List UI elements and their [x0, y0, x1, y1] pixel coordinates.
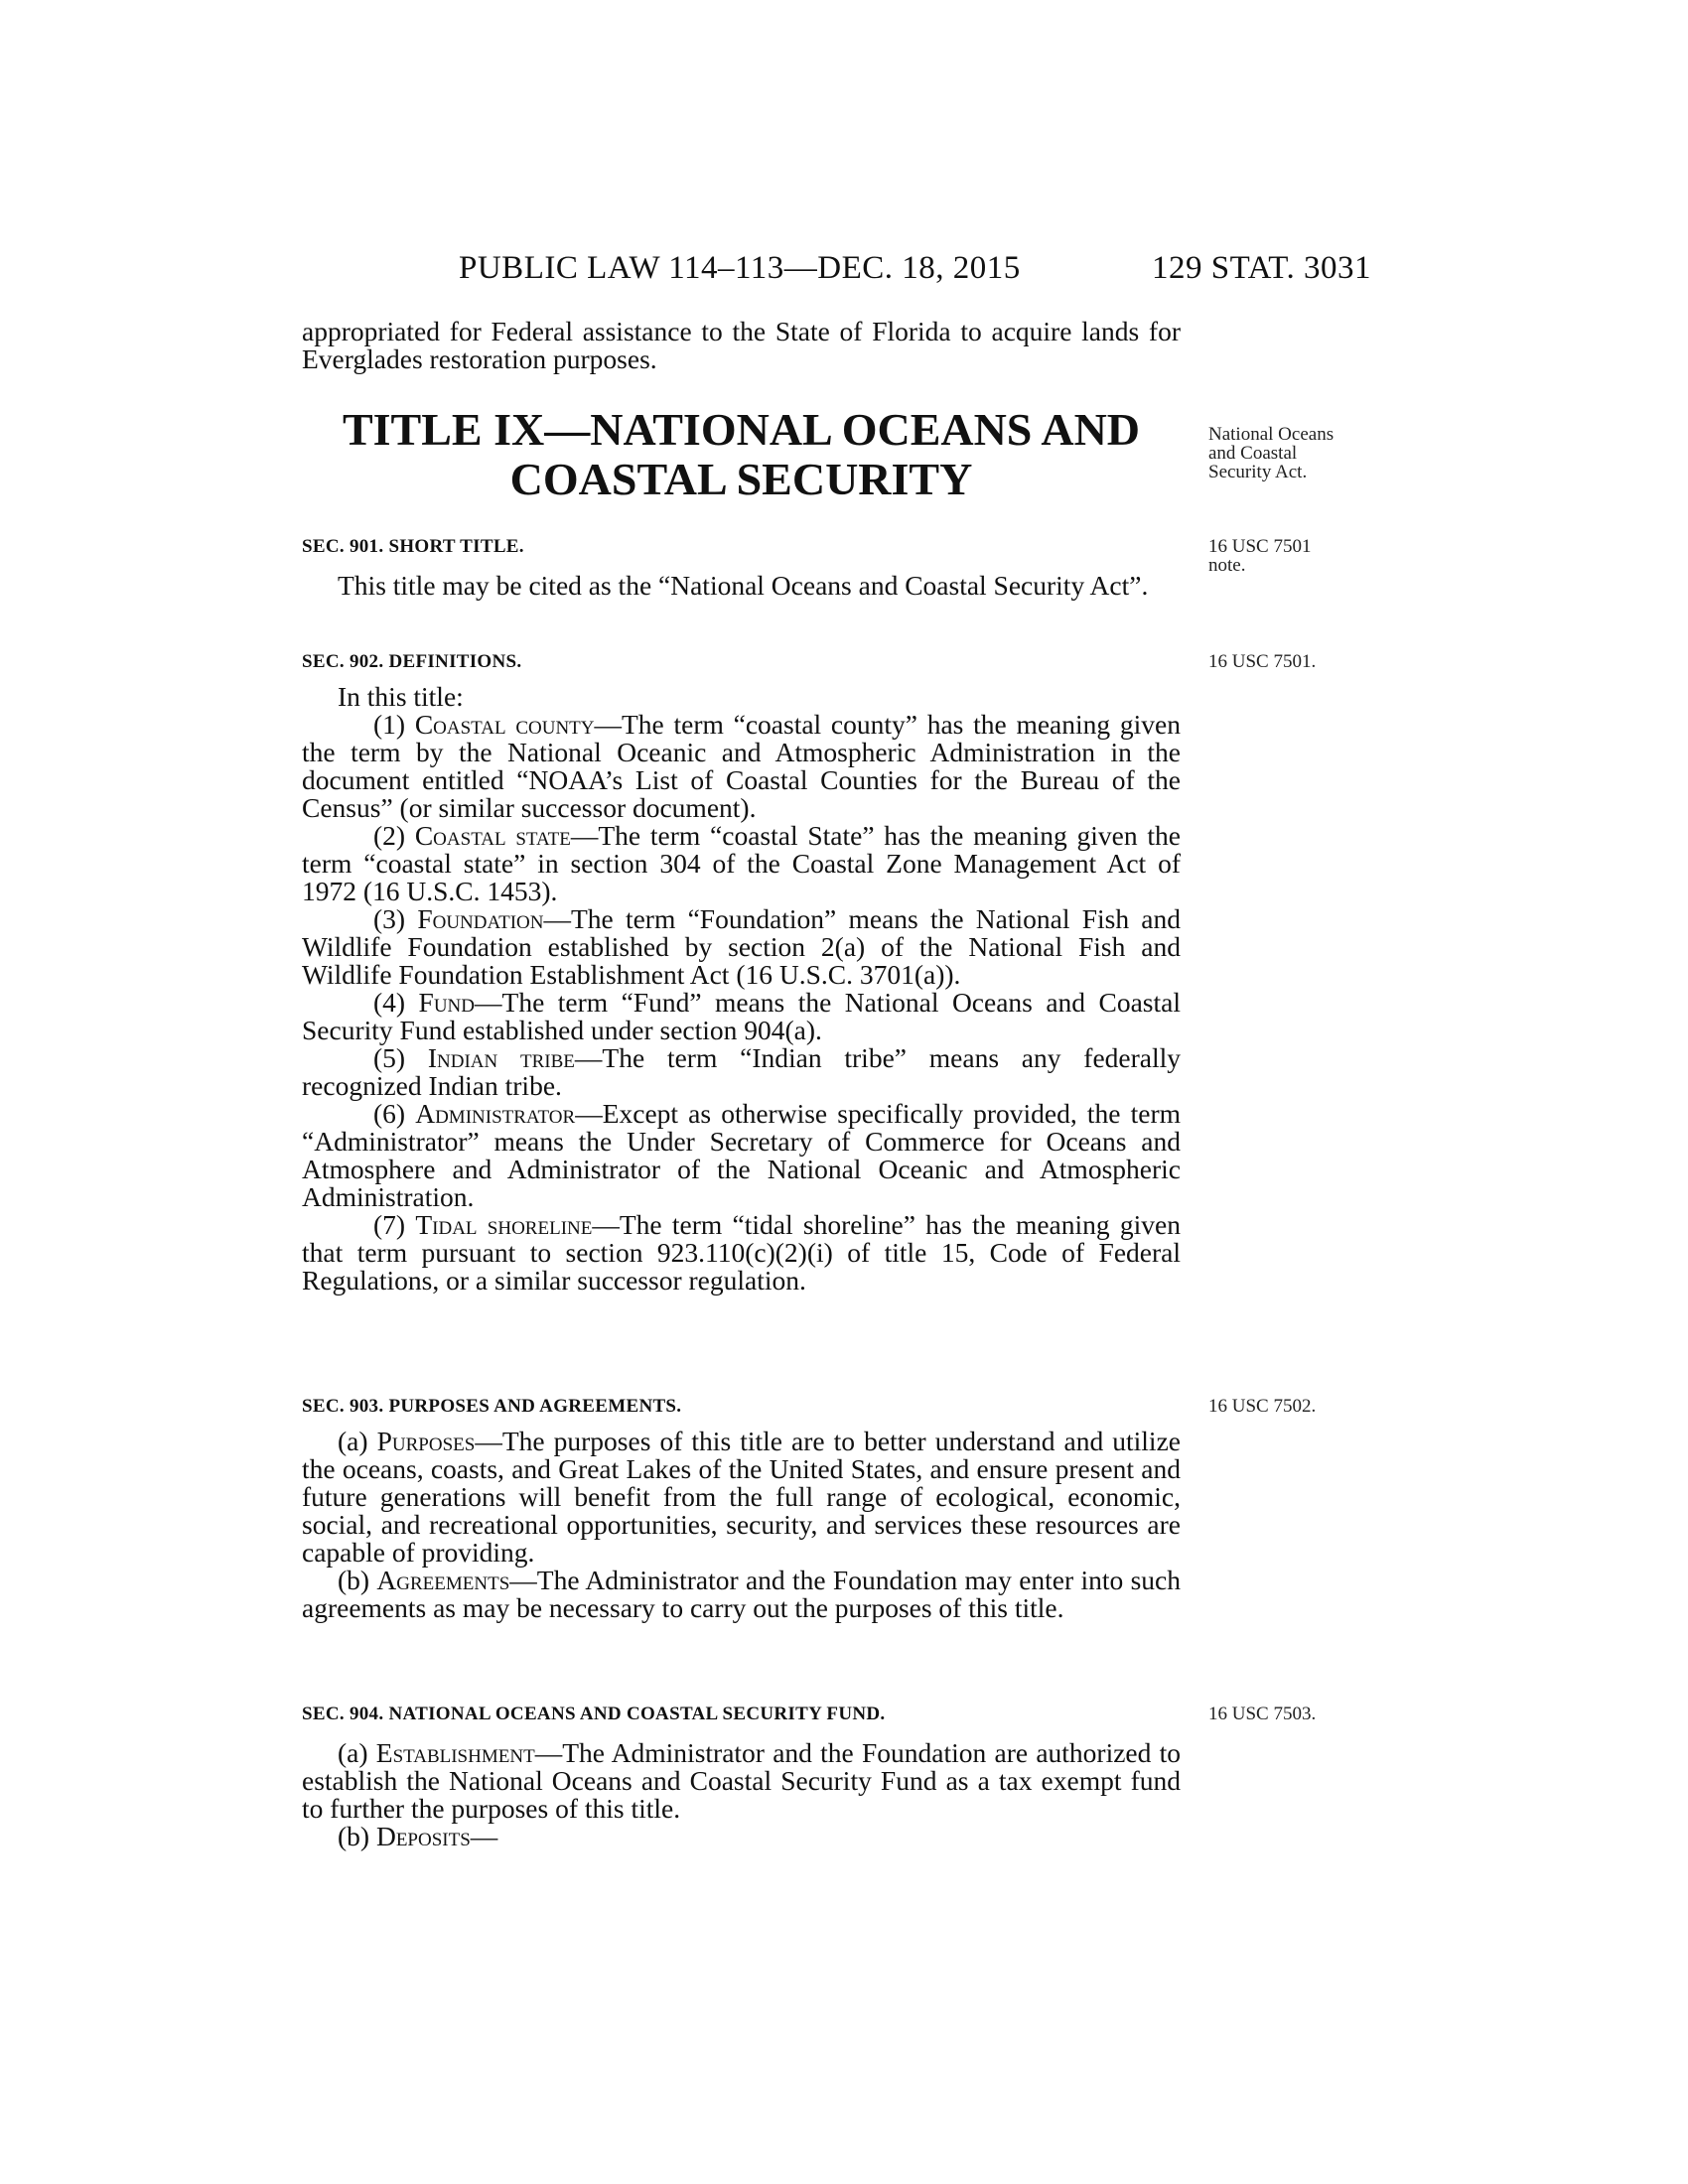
definition-item [302, 822, 1181, 905]
subsection-text: — [470, 1821, 498, 1851]
definition-item [302, 1211, 1181, 1295]
margin-note-line: National Oceans [1208, 424, 1335, 445]
sec-904-body [302, 1739, 1181, 1850]
margin-note-sec-903: 16 USC 7502. [1208, 1396, 1317, 1417]
definition-term: Fund [418, 987, 476, 1018]
margin-note-sec-902: 16 USC 7501. [1208, 651, 1317, 672]
sec-903-subsection-a [302, 1428, 1181, 1567]
intro-text: appropriated for Federal assistance to the State of Florida to acquire lands for Everglades restoration purposes. [302, 316, 1181, 374]
margin-note-title [1208, 425, 1334, 481]
margin-note-line: and Coastal [1208, 443, 1298, 464]
sec-902-heading: SEC. 902. DEFINITIONS. [302, 651, 522, 672]
sec-904-subsection-b [302, 1823, 1181, 1850]
definition-text: —The term “Fund” means the National Oceans and Coastal Security Fund established under section 904(a). [302, 987, 1181, 1045]
definition-term: Coastal county [414, 709, 595, 740]
definition-item [302, 711, 1181, 822]
definition-number: (2) [373, 820, 406, 851]
title-heading [302, 405, 1181, 504]
definition-number: (4) [373, 987, 406, 1018]
sec-903-body [302, 1428, 1181, 1622]
definition-item [302, 989, 1181, 1044]
definition-text: —Except as otherwise specifically provided, the term “Administrator” means the Under Secretary of Commerce for Oceans and Atmosphere and Administrator of the National Oceanic and Atmospheric Administration. [302, 1098, 1181, 1212]
definition-item [302, 1100, 1181, 1211]
definition-term: Administrator [415, 1098, 576, 1129]
sec-904-subsection-a [302, 1739, 1181, 1823]
subsection-text: —The Administrator and the Foundation may enter into such agreements as may be necessary to carry out the purposes of this title. [302, 1565, 1181, 1623]
subsection-text: —The purposes of this title are to better understand and utilize the oceans, coasts, and Great Lakes of the United States, and ensure present and future generations will benefit from the full range of ecological, economic, social, and recreational opportunities, security, and services these resources are capable of providing. [302, 1426, 1181, 1568]
definition-text: —The term “coastal county” has the meaning given the term by the National Oceanic and Atmospheric Administration in the document entitled “NOAA’s List of Coastal Counties for the Bureau of the Census” (or similar successor document). [302, 709, 1181, 823]
sec-904-heading: SEC. 904. NATIONAL OCEANS AND COASTAL SECURITY FUND. [302, 1704, 886, 1724]
intro-paragraph [302, 318, 1181, 373]
margin-note-sec-904: 16 USC 7503. [1208, 1704, 1317, 1724]
definition-text: —The term “Indian tribe” means any federally recognized Indian tribe. [302, 1042, 1182, 1101]
subsection-label: (a) [338, 1426, 368, 1456]
definition-number: (7) [373, 1209, 406, 1240]
sec-903-subsection-b [302, 1567, 1181, 1622]
definition-number: (1) [373, 709, 406, 740]
subsection-term: Deposits [375, 1821, 471, 1851]
definition-number: (6) [373, 1098, 406, 1129]
subsection-label: (a) [338, 1737, 368, 1768]
running-header-stat: 129 STAT. 3031 [1152, 250, 1372, 286]
title-line-2: COASTAL SECURITY [509, 454, 973, 504]
subsection-text: —The Administrator and the Foundation are authorized to establish the National Oceans and Coastal Security Fund as a tax exempt fund to further the purposes of this title. [302, 1737, 1182, 1824]
sec-901-heading: SEC. 901. SHORT TITLE. [302, 536, 524, 557]
margin-note-line: Security Act. [1208, 462, 1308, 482]
running-header-law: PUBLIC LAW 114–113—DEC. 18, 2015 [459, 250, 1021, 286]
definition-text: —The term “tidal shoreline” has the meaning given that term pursuant to section 923.110(c)(2)(i) of title 15, Code of Federal Regulations, or a similar successor regulation. [302, 1209, 1182, 1296]
definition-text: —The term “coastal State” has the meaning given the term “coastal state” in section 304 of the Coastal Zone Management Act of 1972 (16 U.S.C. 1453). [302, 820, 1181, 906]
subsection-term: Establishment [375, 1737, 535, 1768]
sec-902-body [302, 683, 1181, 1295]
subsection-term: Agreements [376, 1565, 510, 1595]
sec-902-lead: In this title: [338, 681, 464, 712]
definition-term: Foundation [417, 903, 544, 934]
margin-note-line: note. [1208, 555, 1246, 576]
definition-text: —The term “Foundation” means the National Fish and Wildlife Foundation established by section 2(a) of the National Fish and Wildlife Foundation Establishment Act (16 U.S.C. 3701(a)). [302, 903, 1182, 990]
definition-term: Coastal state [414, 820, 571, 851]
subsection-label: (b) [338, 1821, 370, 1851]
definition-number: (3) [373, 903, 406, 934]
definition-term: Tidal shoreline [415, 1209, 593, 1240]
sec-901-text: This title may be cited as the “National Oceans and Coastal Security Act”. [338, 570, 1149, 601]
definition-item [302, 905, 1181, 989]
definition-number: (5) [373, 1042, 406, 1073]
subsection-label: (b) [338, 1565, 370, 1595]
definition-item [302, 1044, 1181, 1100]
title-line-1: TITLE IX—NATIONAL OCEANS AND [342, 404, 1141, 455]
definition-term: Indian tribe [427, 1042, 575, 1073]
sec-901-body [302, 572, 1181, 600]
subsection-term: Purposes [376, 1426, 476, 1456]
sec-903-heading: SEC. 903. PURPOSES AND AGREEMENTS. [302, 1396, 682, 1417]
margin-note-sec-901 [1208, 537, 1311, 575]
margin-note-line: 16 USC 7501 [1208, 536, 1312, 557]
